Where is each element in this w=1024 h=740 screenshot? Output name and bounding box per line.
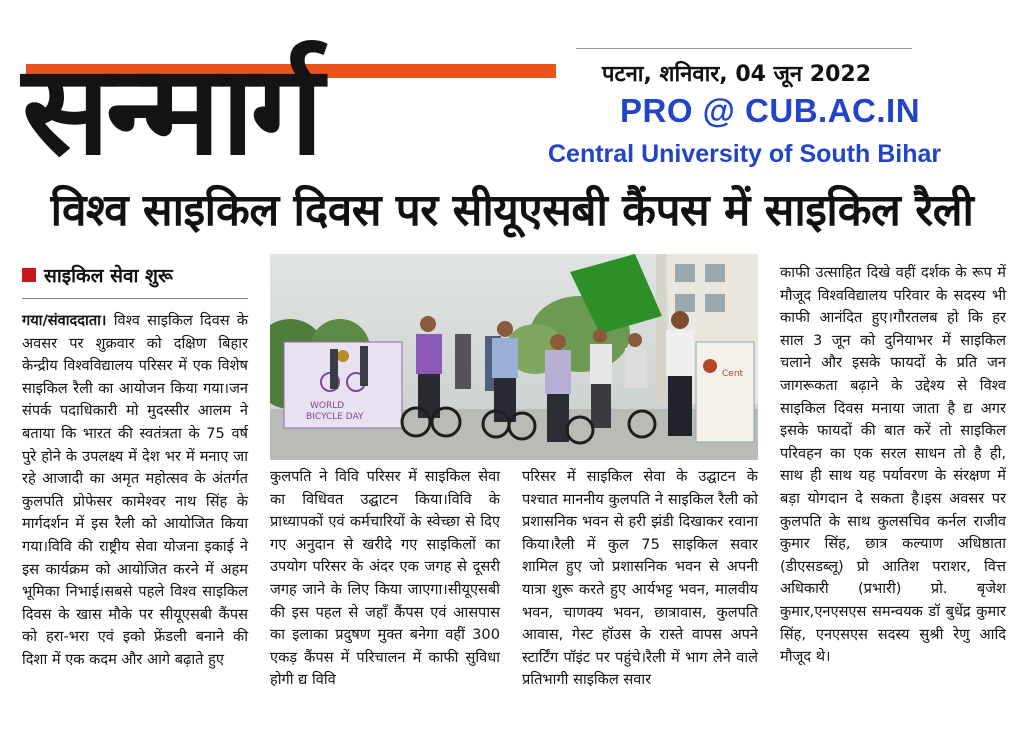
top-rule: [576, 48, 912, 49]
column-1-text: विश्व साइकिल दिवस के अवसर पर शुक्रवार को दक्षिण बिहार केन्द्रीय विश्वविद्यालय परिसर में एक विशेष साइकिल रैली का आयोजन किया गया।जन संपर्क पदाधिकारी मो मुदस्सीर आलम ने बताया कि भारत की स्वतंत्रता के 75 वर्ष पुरे होने के उपलक्ष्य में देश भर में मनाए जा रहे आजादी का अमृत महोत्सव के अंतर्गत कुलपति प्रोफेसर कामेश्वर नाथ सिंह के मार्गदर्शन में इस रैली को आयोजित किया गया।विवि की राष्ट्रीय सेवा योजना इकाई ने इस कार्यक्रम को आयोजित करने में अहम भूमिका निभाई।सबसे पहले विश्व साइकिल दिवस के खास मौके पर सीयूएसबी कैंपस को हरा-भरा एवं इको फ्रेंडली बनाने की दिशा में एक कदम और आगे बढ़ाते हुए: [22, 312, 248, 668]
subhead: [22, 262, 173, 288]
article-photo: [270, 254, 758, 460]
institution-name: Central University of South Bihar: [548, 140, 942, 168]
headline: विश्व साइकिल दिवस पर सीयूएसबी कैंपस में साइकिल रैली: [50, 185, 974, 236]
byline: गया/संवाददाता।: [22, 312, 107, 329]
masthead-logo: सन्मार्ग: [22, 39, 320, 183]
dateline: पटना, शनिवार, 04 जून 2022: [602, 62, 872, 87]
subhead-text: साइकिल सेवा शुरू: [44, 265, 173, 287]
banner-text-world: WORLD: [310, 401, 345, 411]
banner-text-bicycle-day: BICYCLE DAY: [306, 412, 364, 422]
article-column-3: परिसर में साइकिल सेवा के उद्घाटन के पश्चात माननीय कुलपति ने साइकिल रैली को प्रशासनिक भवन से हरी झंडी दिखाकर रवाना किया।रैली में कुल 75 साइकिल सवार शामिल हुए जो प्रशासनिक भवन से अपनी यात्रा शुरू करते हुए आर्यभट्ट भवन, मालवीय भवन, चाणक्य भवन, छात्रावास, कुलपति आवास, गेस्ट हॉउस के रास्ते वापस अपने स्टार्टिंग पॉइंट पर पहुंचे।रैली में भाग लेने वाले प्रतिभागी साइकिल सवार: [522, 468, 758, 689]
article-column-1: [22, 310, 248, 672]
subhead-rule: [22, 298, 248, 299]
article-column-4: काफी उत्साहित दिखे वहीं दर्शक के रूप में मौजूद विश्वविद्यालय परिवार के सदस्य भी काफी आनंदित हुए।गौरतलब हो कि हर साल 3 जून को दुनियाभर में साइकिल चलाने और इसके फायदों के प्रति जन जागरूकता बढ़ाने के उद्देश्य से विश्व साइकिल दिवस मनाया जाता है द्य अगर इसके फायदों की बात करें तो साइकिल परिवहन का एक सरल साधन तो है ही, साथ ही साथ यह पर्यावरण के संरक्षण में बड़ा योगदान दे सकता है।इस अवसर पर कुलपति के साथ कुलसचिव कर्नल राजीव कुमार सिंह, छात्र कल्याण अधिष्ठाता (डीएसडब्लू) प्रो आतिश पराशर, वित्त अधिकारी (प्रभारी) प्रो. बृजेश कुमार,एनएसएस समन्वयक डॉ बुधेंद्र कुमार सिंह, एनएसएस सदस्य सुश्री रेणु आदि मौजूद थे।: [780, 264, 1006, 666]
sign-text: Cent: [722, 369, 744, 379]
article-column-2: कुलपति ने विवि परिसर में साइकिल सेवा का विधिवत उद्घाटन किया।विवि के प्राध्यापकों एवं कर्मचारियों के स्वेच्छा से दिए गए अनुदान से खरीदे गए साइकिलों का उपयोग परिसर के अंदर एक जगह से दूसरी जगह जाने के लिए किया जाएगा।सीयूएसबी की इस पहल से जहाँ कैंपस एवं आसपास का इलाका प्रदुषण मुक्त बनेगा वहीं 300 एकड़ कैंपस में परिचालन में काफी सुविधा होगी द्य विवि: [270, 468, 500, 689]
bullet-square-icon: [22, 268, 36, 282]
pro-email[interactable]: PRO @ CUB.AC.IN: [620, 92, 921, 129]
